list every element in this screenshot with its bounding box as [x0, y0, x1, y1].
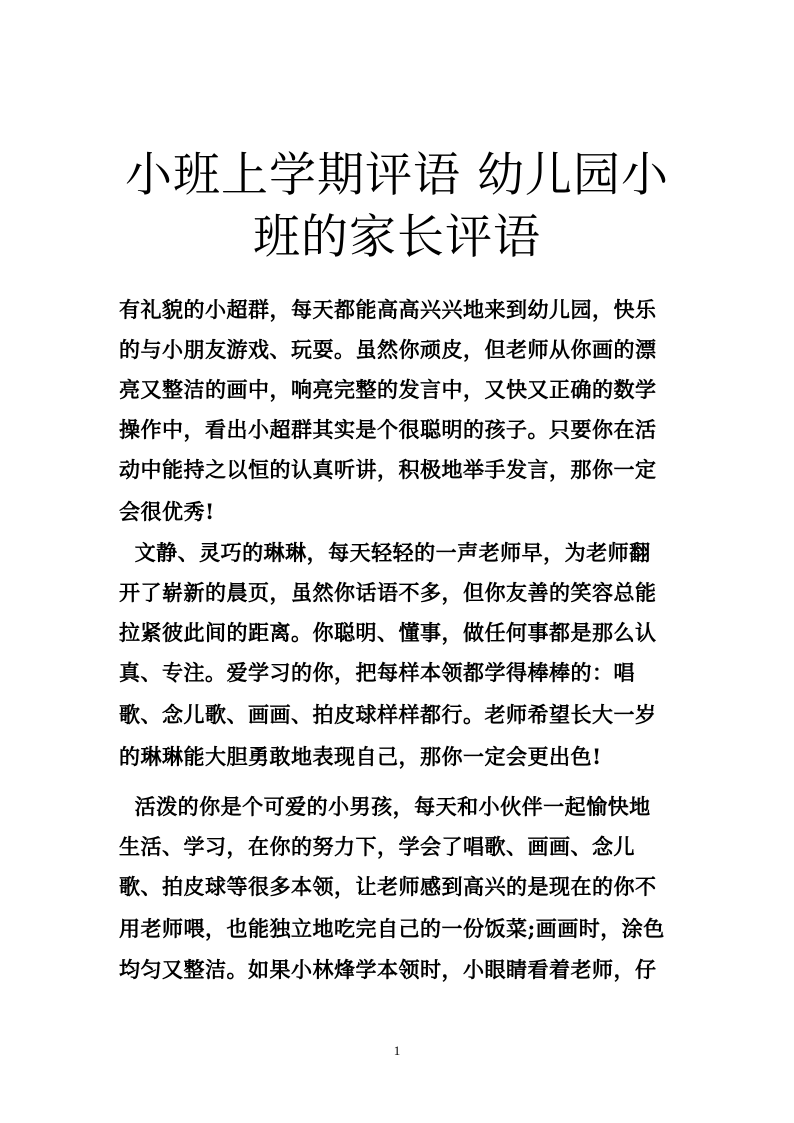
page-number: 1 [393, 1043, 401, 1058]
paragraph-2-line-1: 文静、灵巧的琳琳，每天轻轻的一声老师早，为老师翻 [119, 540, 651, 565]
paragraph-3-line-5: 均匀又整洁。如果小林烽学本领时，小眼睛看着老师，仔 [119, 957, 657, 982]
document-title-line-2: 班的家长评语 [253, 210, 541, 265]
paragraph-2-line-6: 的琳琳能大胆勇敢地表现自己，那你一定会更出色! [119, 744, 602, 769]
paragraph-3-line-2: 生活、学习，在你的努力下，学会了唱歌、画画、念儿 [119, 834, 635, 859]
document-title-line-1: 小班上学期评语 幼儿园小 [125, 148, 669, 203]
paragraph-1-line-6: 会很优秀! [119, 499, 215, 524]
paragraph-1-line-5: 动中能持之以恒的认真听讲，积极地举手发言，那你一定 [119, 457, 657, 482]
paragraph-2-line-4: 真、专注。爱学习的你，把每样本领都学得棒棒的：唱 [119, 660, 635, 685]
paragraph-3-line-1: 活泼的你是个可爱的小男孩，每天和小伙伴一起愉快地 [119, 794, 651, 819]
paragraph-1-line-1: 有礼貌的小超群，每天都能高高兴兴地来到幼儿园，快乐 [119, 297, 657, 322]
paragraph-2-line-3: 拉紧彼此间的距离。你聪明、懂事，做任何事都是那么认 [119, 620, 657, 645]
paragraph-3-line-3: 歌、拍皮球等很多本领，让老师感到高兴的是现在的你不 [119, 874, 657, 899]
paragraph-3-line-4: 用老师喂，也能独立地吃完自己的一份饭菜;画画时，涂色 [119, 916, 665, 941]
paragraph-1-line-3: 亮又整洁的画中，响亮完整的发言中，又快又正确的数学 [119, 377, 657, 402]
paragraph-2-line-5: 歌、念儿歌、画画、拍皮球样样都行。老师希望长大一岁 [119, 702, 657, 727]
paragraph-1-line-4: 操作中，看出小超群其实是个很聪明的孩子。只要你在活 [119, 417, 657, 442]
paragraph-1-line-2: 的与小朋友游戏、玩耍。虽然你顽皮，但老师从你画的漂 [119, 337, 657, 362]
paragraph-2-line-2: 开了崭新的晨页，虽然你话语不多，但你友善的笑容总能 [119, 580, 657, 605]
